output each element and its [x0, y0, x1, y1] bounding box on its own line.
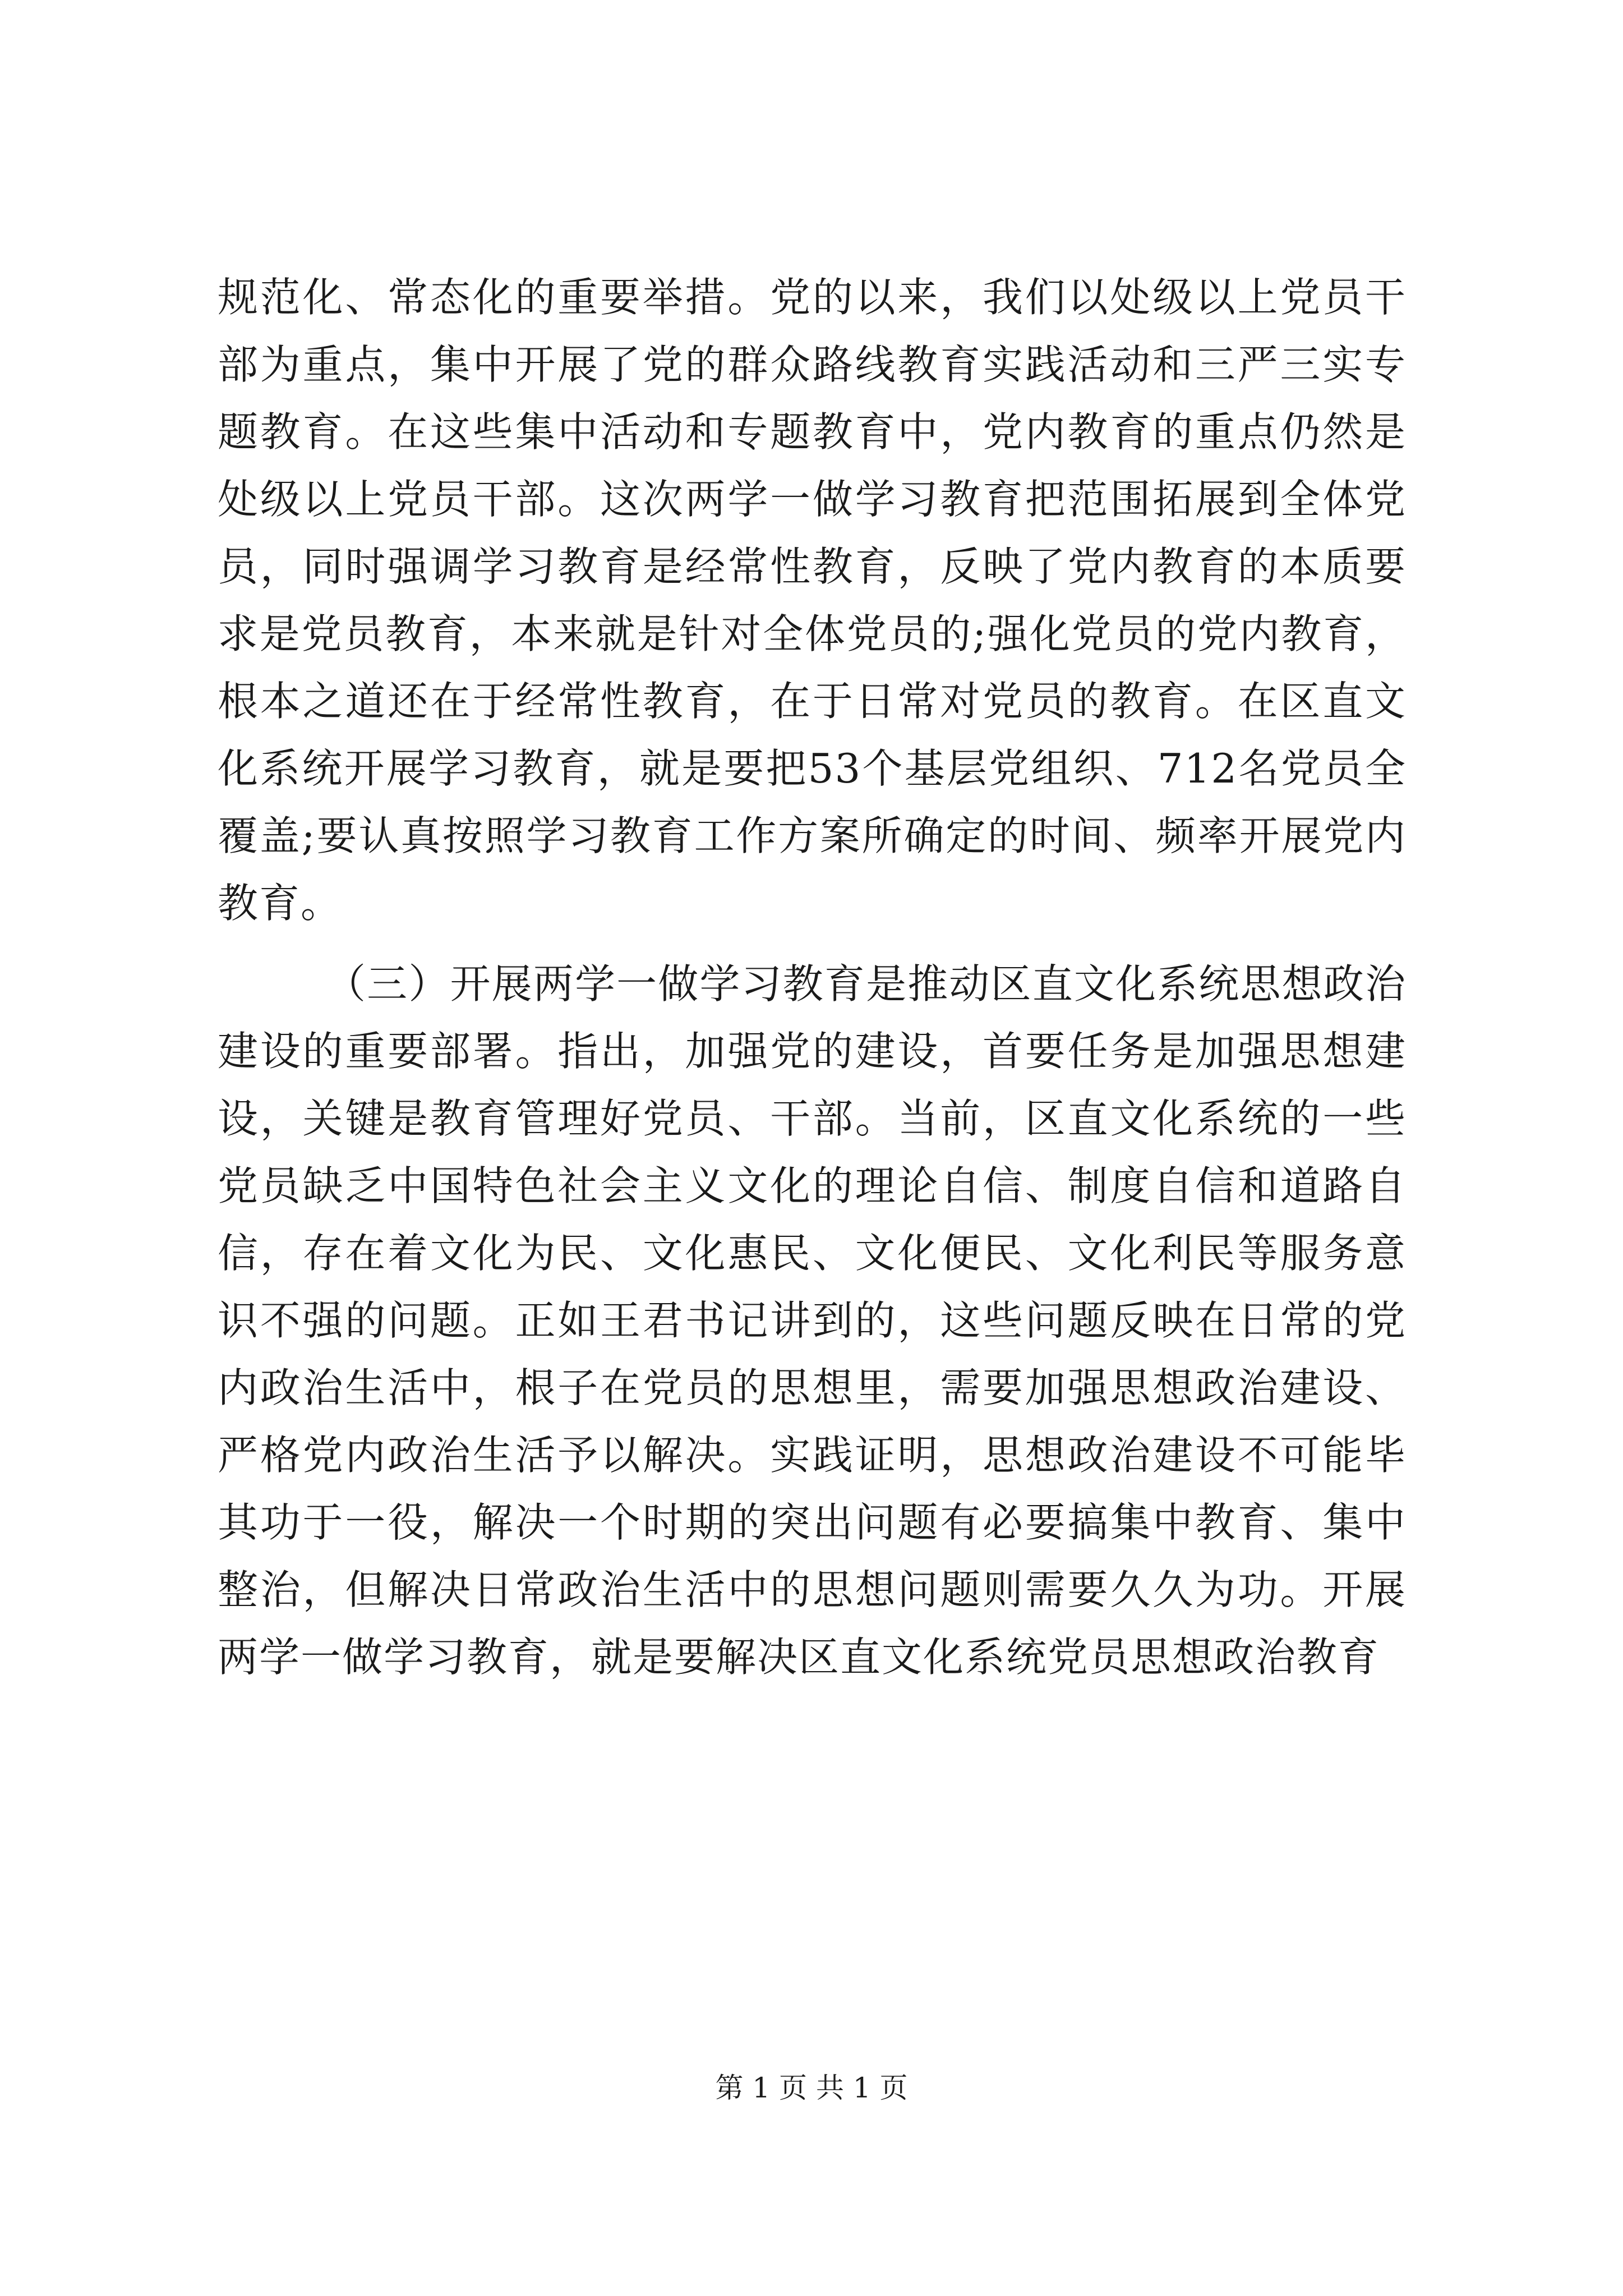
page-footer: 第 1 页 共 1 页: [715, 2072, 908, 2104]
paragraph-section-three: （三）开展两学一做学习教育是推动区直文化系统思想政治建设的重要部署。指出，加强党的建设，首要任务是加强思想建设，关键是教育管理好党员、干部。当前，区直文化系统的一些党员缺乏中国特色社会主义文化的理论自信、制度自信和道路自信，存在着文化为民、文化惠民、文化便民、文化利民等服务意识不强的问题。正如王君书记讲到的，这些问题反映在日常的党内政治生活中，根子在党员的思想里，需要加强思想政治建设、严格党内政治生活予以解决。实践证明，思想政治建设不可能毕其功于一役，解决一个时期的突出问题有必要搞集中教育、集中整治，但解决日常政治生活中的思想问题则需要久久为功。开展两学一做学习教育，就是要解决区直文化系统党员思想政治教育: [218, 960, 1407, 1681]
document-body: [218, 264, 1407, 1691]
paragraph-continuation: 规范化、常态化的重要举措。党的以来，我们以处级以上党员干部为重点，集中开展了党的群众路线教育实践活动和三严三实专题教育。在这些集中活动和专题教育中，党内教育的重点仍然是处级以上党员干部。这次两学一做学习教育把范围拓展到全体党员，同时强调学习教育是经常性教育，反映了党内教育的本质要求是党员教育，本来就是针对全体党员的;强化党员的党内教育，根本之道还在于经常性教育，在于日常对党员的教育。在区直文化系统开展学习教育，就是要把53个基层党组织、712名党员全覆盖;要认真按照学习教育工作方案所确定的时间、频率开展党内教育。: [218, 274, 1407, 927]
